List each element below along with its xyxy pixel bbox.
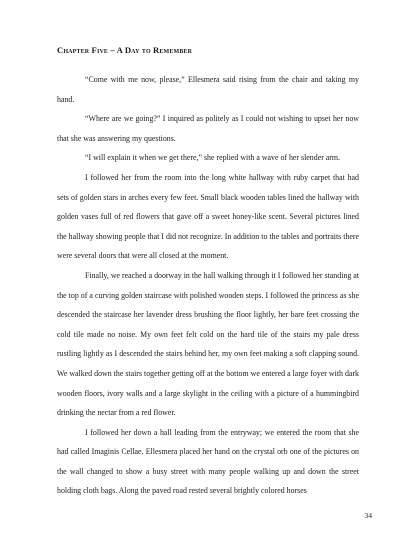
paragraph: “Come with me now, please,” Ellesmera said rising from the chair and taking my hand. [57, 75, 359, 104]
paragraph: “I will explain it when we get there,” she replied with a wave of her slender arm. [85, 153, 341, 163]
chapter-heading [57, 44, 377, 56]
paragraph: Finally, we reached a doorway in the hall walking through it I followed her standing at the top of a curving golden staircase with polished wooden steps. I followed the princess as she descended the staircase her lavender dress brushing the floor lightly, her bare feet crossing the cold tile made no noise. My own feet felt cold on the hard tile of the stairs my pale dress rustling lightly as I descended the stairs behind her, my own feet making a soft clapping sound. We walked down the stairs together getting off at the bottom we entered a large foyer with dark wooden floors, ivory walls and a large skylight in the ceiling with a picture of a hummingbird drinking the nectar from a red flower. [57, 270, 359, 418]
paragraph: I followed her from the room into the long white hallway with ruby carpet that had sets of golden stars in arches every few feet. Small black wooden tables lined the hallway with golden vases full of red flowers that gave off a sweet honey-like scent. Several pictures lined the hallway showing people that I did not recognize. In addition to the tables and portraits there were several doors that were all closed at the moment. [57, 172, 359, 261]
chapter-body [57, 70, 359, 501]
page-number: 34 [364, 511, 372, 520]
paragraph: I followed her down a hall leading from the entryway; we entered the room that she had called Imaginis Cellae. Ellesmera placed her hand on the crystal orb one of the pictures on the wall changed to show a busy street with many people walking up and down the street holding cloth bags. Along the paved road rested several brightly colored horses [57, 427, 359, 496]
chapter-heading-text: Chapter Five – A Day to Remember [57, 45, 193, 55]
paragraph: “Where are we going?” I inquired as politely as I could not wishing to upset her now that she was answering my questions. [57, 114, 359, 143]
